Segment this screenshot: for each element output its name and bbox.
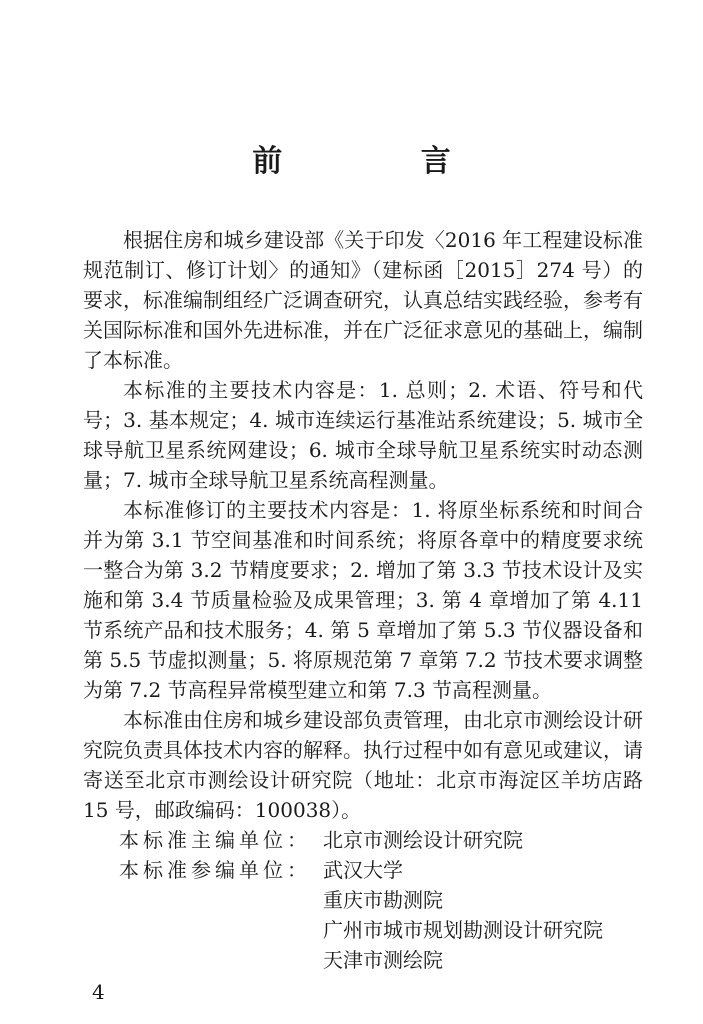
paragraph-1: 根据住房和城乡建设部《关于印发〈2016 年工程建设标准规范制订、修订计划〉的通知》（建标函［2015］274 号）的要求，标准编制组经广泛调查研究，认真总结实践经验，参考有关国际标准和国外先进标准，并在广泛征求意见的基础上，编制了本标准。: [83, 228, 643, 372]
participating-editor-value: 广州市城市规划勘测设计研究院: [323, 918, 603, 942]
chief-editor-value: 北京市测绘设计研究院: [323, 828, 523, 852]
chief-editor-label: 本标准主编单位：: [119, 828, 311, 852]
participating-editor-value: 武汉大学: [323, 858, 403, 882]
preface-body: [83, 225, 643, 975]
page-title: 前 言: [252, 144, 515, 179]
page-number: 4: [92, 980, 105, 1004]
chief-editor-row: [83, 825, 643, 855]
participating-editor-value: 天津市测绘院: [323, 948, 443, 972]
participating-editor-row: [83, 855, 643, 885]
paragraph-2: 本标准的主要技术内容是：1. 总则；2. 术语、符号和代号；3. 基本规定；4. 城市连续运行基准站系统建设；5. 城市全球导航卫星系统网建设；6. 城市全球导航卫星系统实时动态测量；7. 城市全球导航卫星系统高程测量。: [83, 378, 643, 492]
paragraph-4: 本标准由住房和城乡建设部负责管理，由北京市测绘设计研究院负责具体技术内容的解释。执行过程中如有意见或建议，请寄送至北京市测绘设计研究院（地址：北京市海淀区羊坊店路 15 号，邮政编码：100038）。: [83, 708, 643, 822]
participating-editor-value: 重庆市勘测院: [323, 888, 443, 912]
paragraph-3: 本标准修订的主要技术内容是：1. 将原坐标系统和时间合并为第 3.1 节空间基准和时间系统；将原各章中的精度要求统一整合为第 3.2 节精度要求；2. 增加了第 3.3 节技术设计及实施和第 3.4 节质量检验及成果管理；3. 第 4 章增加了第 4.11 节系统产品和技术服务；4. 第 5 章增加了第 5.3 节仪器设备和第 5.5 节虚拟测量；5. 将原规范第 7 章第 7.2 节技术要求调整为第 7.2 节高程异常模型建立和第 7.3 节高程测量。: [83, 498, 643, 702]
participating-editor-label: 本标准参编单位：: [119, 858, 311, 882]
